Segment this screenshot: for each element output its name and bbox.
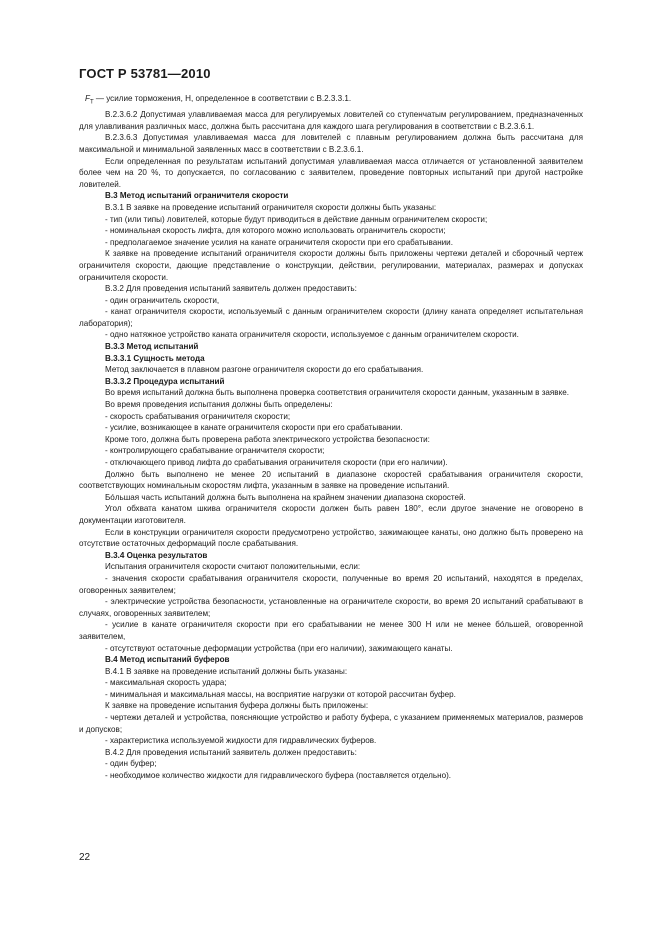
list-item: - чертежи деталей и устройства, поясняющие устройство и работу буфера, с указанием применяемых материалов, размеров и допусков;: [79, 713, 583, 734]
section-heading: В.3.3 Метод испытаний: [105, 342, 199, 352]
list-item: - максимальная скорость удара;: [105, 678, 227, 688]
list-item: - предполагаемое значение усилия на канате ограничителя скорости при его срабатывании.: [105, 237, 453, 247]
formula-note-text: — усилие торможения, Н, определенное в соответствии с В.2.3.3.1.: [93, 94, 352, 103]
list-item: - номинальная скорость лифта, для которого можно использовать ограничитель скорости;: [105, 226, 446, 236]
paragraph: К заявке на проведение испытаний ограничителя скорости должны быть приложены чертежи деталей и сборочный чертеж ограничителя скорости, дающие представление о конструкции, действии, регулировании, материалах, размерах и допусках ограничителя скорости.: [79, 249, 583, 282]
paragraph: К заявке на проведение испытания буфера должны быть приложены:: [105, 701, 369, 711]
document-header: ГОСТ Р 53781—2010: [79, 66, 211, 81]
force-subscript: T: [89, 99, 94, 106]
list-item: - необходимое количество жидкости для гидравлического буфера (поставляется отдельно).: [105, 771, 452, 781]
paragraph: В.4.2 Для проведения испытаний заявитель должен предоставить:: [105, 747, 357, 757]
list-item: - скорость срабатывания ограничителя скорости;: [105, 411, 291, 421]
list-item: - одно натяжное устройство каната ограничителя скорости, используемое с данным ограничителем скорости.: [105, 330, 519, 340]
paragraph: В.2.3.6.3 Допустимая улавливаемая масса для ловителей с плавным регулированием должна быть рассчитана для максимальной и минимальной заявленных масс в соответствии с В.2.3.6.1.: [79, 133, 583, 154]
list-item: - канат ограничителя скорости, используемый с данным ограничителем скорости (длину каната определяет испытательная лаборатория);: [79, 307, 583, 328]
list-item: - электрические устройства безопасности, установленные на ограничителе скорости, во время 20 испытаний срабатывают в случаях, оговоренных заявителем;: [79, 597, 583, 618]
list-item: - контролирующего срабатывание ограничителя скорости;: [105, 446, 325, 456]
paragraph: Угол обхвата канатом шкива ограничителя скорости должен быть равен 180°, если другое значение не оговорено в документации изготовителя.: [79, 504, 583, 525]
list-item: - один буфер;: [105, 759, 157, 769]
list-item: - усилие, возникающее в канате ограничителя скорости при его срабатывании.: [105, 423, 403, 433]
page-number: 22: [79, 852, 91, 863]
list-item: - тип (или типы) ловителей, которые будут приводиться в действие данным ограничителем скорости;: [105, 214, 488, 224]
paragraph: Если определенная по результатам испытаний допустимая улавливаемая масса отличается от установленной заявителем более чем на 20 %, то допускается, по согласованию с заявителем, проведение повторных испытаний при другой настройке ловителей.: [79, 156, 583, 189]
section-heading: В.3.3.2 Процедура испытаний: [105, 376, 225, 386]
paragraph: Метод заключается в плавном разгоне ограничителя скорости до его срабатывания.: [105, 365, 424, 375]
paragraph: В.2.3.6.2 Допустимая улавливаемая масса для регулируемых ловителей со ступенчатым регулированием, предназначенных для улавливания различных масс, должна быть рассчитана для каждого шага регулирования в соответствии с В.2.3.6.1.: [79, 110, 583, 131]
section-heading: В.3.4 Оценка результатов: [105, 550, 208, 560]
paragraph: Кроме того, должна быть проверена работа электрического устройства безопасности:: [105, 434, 430, 444]
paragraph: В.3.1 В заявке на проведение испытаний ограничителя скорости должны быть указаны:: [105, 202, 437, 212]
list-item: - минимальная и максимальная массы, на восприятие нагрузки от которой рассчитан буфер.: [105, 689, 456, 699]
section-heading: В.4 Метод испытаний буферов: [105, 655, 230, 665]
list-item: - один ограничитель скорости,: [105, 295, 220, 305]
force-symbol: F: [85, 94, 90, 103]
list-item: - отключающего привод лифта до срабатывания ограничителя скорости (при его наличии).: [105, 458, 448, 468]
paragraph: Если в конструкции ограничителя скорости предусмотрено устройство, зажимающее канаты, оно должно быть проверено на отсутствие остаточных деформаций после срабатывания.: [79, 527, 583, 549]
paragraph: В.4.1 В заявке на проведение испытаний должны быть указаны:: [105, 666, 348, 676]
section-heading: В.3 Метод испытаний ограничителя скорости: [105, 191, 289, 201]
paragraph: В.3.2 Для проведения испытаний заявитель должен предоставить:: [105, 284, 357, 294]
section-heading: В.3.3.1 Сущность метода: [105, 353, 205, 363]
paragraph: Во время испытаний должна быть выполнена проверка соответствия ограничителя скорости данным, указанным в заявке.: [105, 388, 569, 398]
list-item: - усилие в канате ограничителя скорости при его срабатывании не менее 300 Н или не менее бóльшей, оговоренной заявителем,: [79, 620, 583, 641]
paragraph: Во время проведения испытания должны быть определены:: [105, 400, 333, 410]
paragraph: Испытания ограничителя скорости считают положительными, если:: [105, 562, 361, 572]
document-body: [79, 93, 583, 782]
paragraph: Бóльшая часть испытаний должна быть выполнена на крайнем значении диапазона скоростей.: [105, 492, 466, 502]
list-item: - отсутствуют остаточные деформации устройства (при его наличии), зажимающего канаты.: [105, 643, 453, 653]
list-item: - значения скорости срабатывания ограничителя скорости, полученные во время 20 испытаний, находятся в пределах, оговоренных заявителем;: [79, 573, 583, 595]
formula-note: [79, 93, 583, 109]
paragraph: Должно быть выполнено не менее 20 испытаний в диапазоне скоростей срабатывания ограничителя скорости, соответствующих номинальным скоростям лифта, указанным в заявке на проведение испытаний.: [79, 469, 583, 491]
list-item: - характеристика используемой жидкости для гидравлических буферов.: [105, 736, 377, 746]
